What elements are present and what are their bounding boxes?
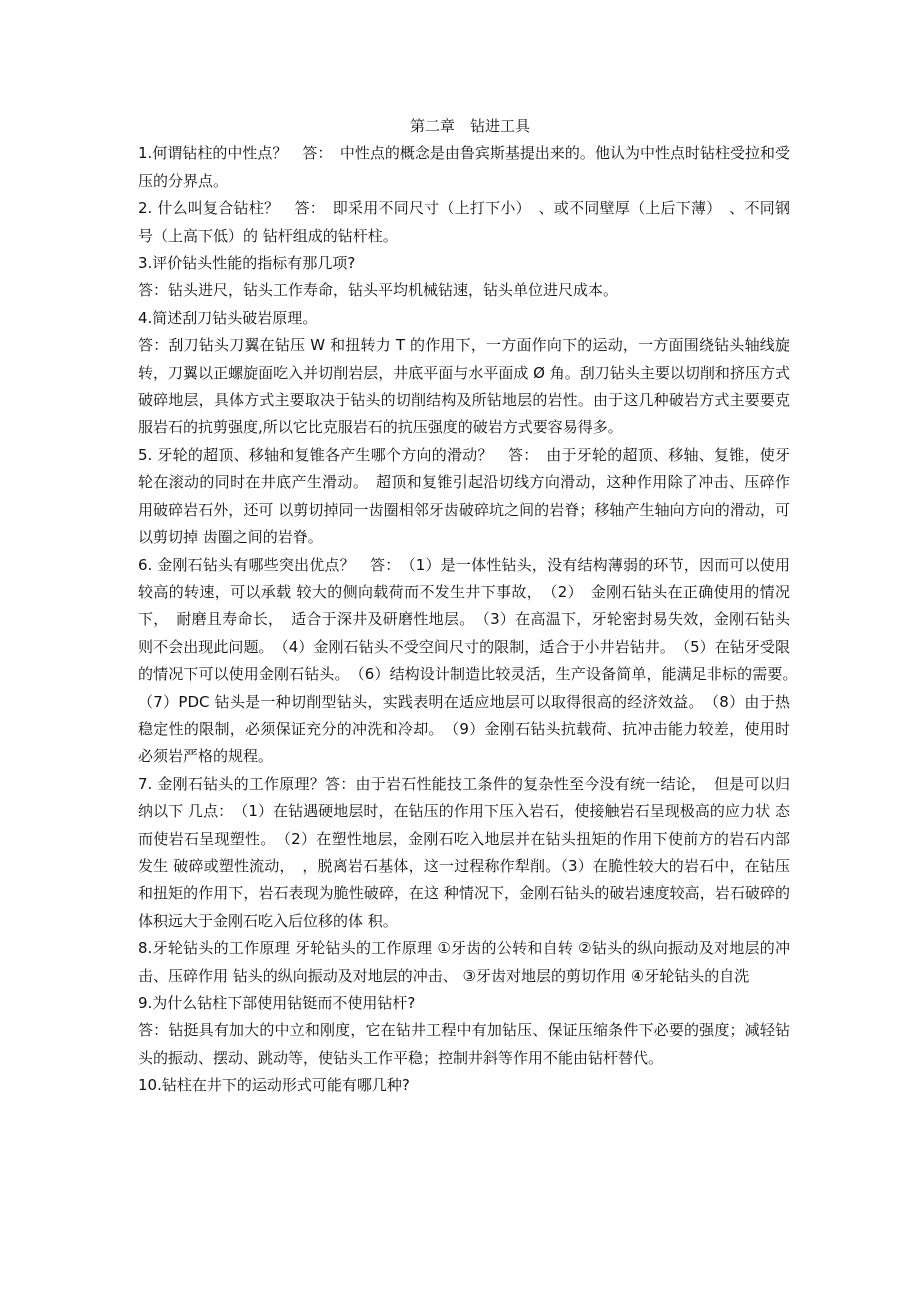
paragraph-q6: 6. 金刚石钻头有哪些突出优点？ 答： （1）是一体性钻头，没有结构薄弱的环节，因而可以使用较高的转速，可以承载 较大的侧向载荷而不发生井下事故， （2） 金刚石钻头在正确使用的情况下， 耐磨且寿命长， 适合于深井及研磨性地层。 （3）在高温下，牙轮密封易失效，金刚石钻头则不会出现此问题。 （4）金刚石钻头不受空间尺寸的限制，适合于小井岩钻井。 （5）在钻牙受限的情况下可以使用金刚石钻头。 （6）结构设计制造比较灵活，生产设备简单，能满足非标的需要。 （7）PDC 钻头是一种切削型钻头，实践表明在适应地层可以取得很高的经济效益。 （8）由于热稳定性的限制，必须保证充分的冲洗和冷却。 （9）金刚石钻头抗载荷、抗冲击能力较差，使用时必须岩严格的规程。	[138, 555, 806, 766]
document-page	[138, 113, 806, 1100]
chapter-title: 第二章 钻进工具	[409, 117, 530, 135]
paragraph-q5: 5. 牙轮的超顶、移轴和复锥各产生哪个方向的滑动？ 答： 由于牙轮的超顶、移轴、复锥，使牙轮在滚动的同时在井底产生滑动。 超顶和复锥引起沿切线方向滑动，这种作用除了冲击、压碎作用破碎岩石外，还可 以剪切掉同一齿圈相邻牙齿破碎坑之间的岩脊；移轴产生轴向方向的滑动，可以剪切掉 齿圈之间的岩脊。	[138, 445, 790, 547]
paragraph-q1: 1.何谓钻柱的中性点？ 答： 中性点的概念是由鲁宾斯基提出来的。他认为中性点时钻柱受拉和受压的分界点。	[138, 144, 790, 190]
paragraph-q9: 9.为什么钻柱下部使用钻铤而不使用钻杆?	[138, 994, 416, 1012]
paragraph-q3: 3.评价钻头性能的指标有那几项?	[138, 254, 356, 273]
paragraph-a4: 答：刮刀钻头刀翼在钻压 W 和扭转力 T 的作用下，一方面作向下的运动，一方面围绕钻头轴线旋转，刀翼以正螺旋面吃入并切削岩层，井底平面与水平面成 Ø 角。刮刀钻头主要以切削和挤压方式破碎地层，具体方式主要取决于钻头的切削结构及所钻地层的岩性。由于这几种破岩方式主要要克服岩石的抗剪强度,所以它比克服岩石的抗压强度的破岩方式要容易得多。	[138, 336, 790, 437]
paragraph-q10: 10.钻柱在井下的运动形式可能有哪几种?	[138, 1076, 410, 1095]
paragraph-q4: 4.简述刮刀钻头破岩原理。	[138, 308, 318, 327]
paragraph-q7: 7. 金刚石钻头的工作原理？答：由于岩石性能技工条件的复杂性至今没有统一结论， 但是可以归纳以下 几点： （1）在钻遇硬地层时，在钻压的作用下压入岩石，使接触岩石呈现极高的应力状 态而使岩石呈现塑性。 （2）在塑性地层，金刚石吃入地层并在钻头扭矩的作用下使前方的岩石内部发生 破碎或塑性流动， ，脱离岩石基体，这一过程称作犁削。（3）在脆性较大的岩石中，在钻压和扭矩的作用下，岩石表现为脆性破碎，在这 种情况下，金刚石钻头的破岩速度较高，岩石破碎的体积远大于金刚石吃入后位移的体 积。	[138, 774, 790, 930]
paragraph-q8: 8.牙轮钻头的工作原理 牙轮钻头的工作原理 ①牙齿的公转和自转 ②钻头的纵向振动及对地层的冲击、压碎作用 钻头的纵向振动及对地层的冲击、 ③牙齿对地层的剪切作用 ④牙轮钻头的自洗	[138, 939, 790, 985]
paragraph-q2: 2. 什么叫复合钻柱？ 答： 即采用不同尺寸（上打下小） 、或不同壁厚（上后下薄） 、不同钢号（上高下低）的 钻杆组成的钻杆柱。	[138, 199, 790, 245]
paragraph-a3: 答：钻头进尺，钻头工作寿命，钻头平均机械钻速，钻头单位进尺成本。	[138, 281, 619, 300]
paragraph-a9: 答：钻挺具有加大的中立和刚度，它在钻井工程中有加钻压、保证压缩条件下必要的强度；减轻钻头的振动、摆动、跳动等，使钻头工作平稳；控制井斜等作用不能由钻杆替代。	[138, 1021, 790, 1067]
